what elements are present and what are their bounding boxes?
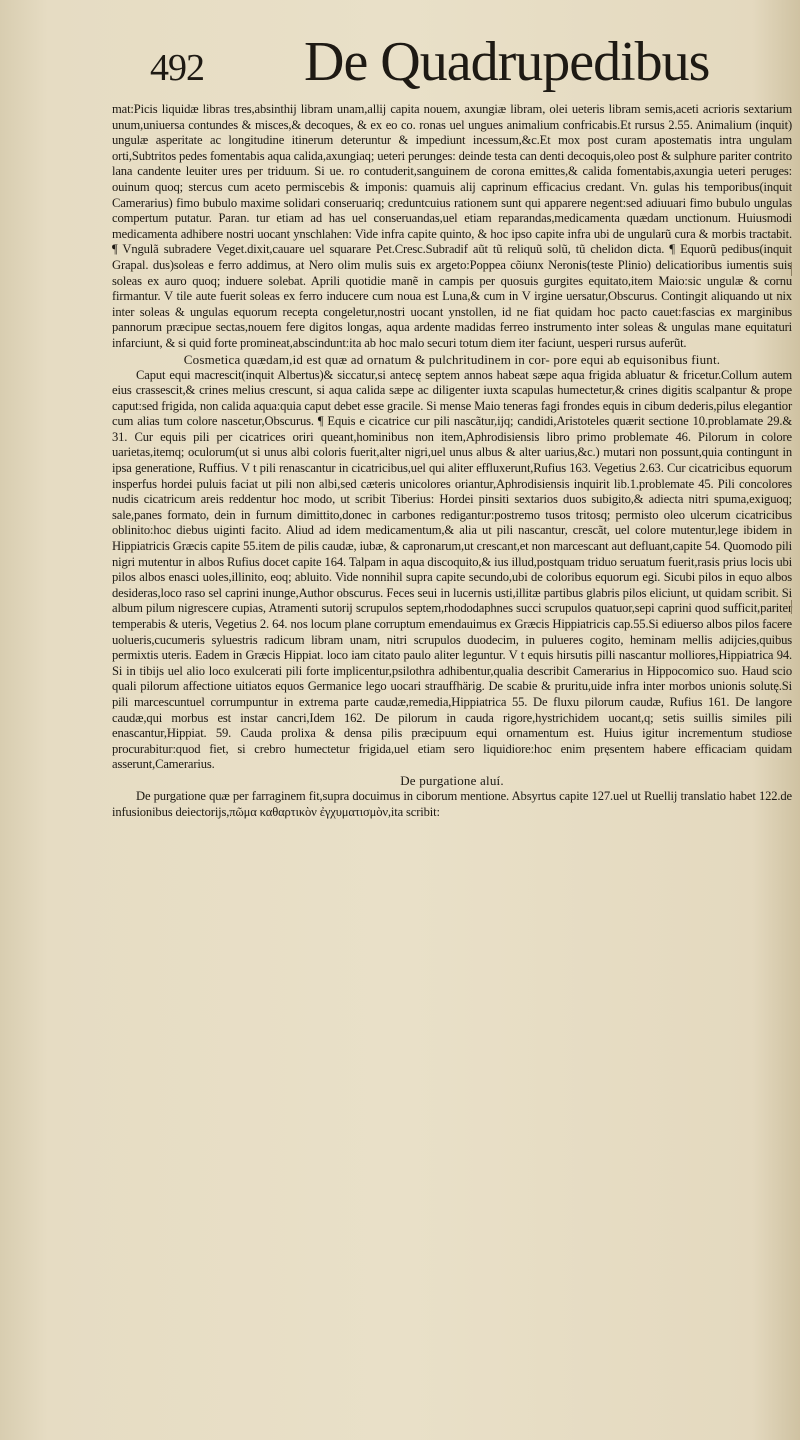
margin-mark bbox=[783, 262, 792, 276]
margin-mark bbox=[783, 600, 792, 614]
section-heading-cosmetica: Cosmetica quædam,id est quæ ad ornatum & pulchritudinem in cor- pore equi ab equisonibus fiunt. bbox=[183, 351, 721, 367]
page-header bbox=[150, 30, 710, 100]
section-heading-purgatione: De purgatione aluí. bbox=[400, 772, 504, 788]
page-number: 492 bbox=[150, 47, 204, 89]
paragraph-hair-and-mane: Caput equi macrescit(inquit Albertus)& siccatur,si antecę septem annos habeat sæpe aqua frigida abluatur & fricetur.Collum autem eius crassescit,& crines melius crescunt, si aqua calida sæpe ac diligenter iuxta scapulas humectetur,& crines digitis scalpantur & prope caput:sed frigida, non calida aqua:quia caput debet esse gracile. Si mense Maio teneras fagi frondes equis in cibum dederis,pilus elegantior cum alias tum colore nascetur,Obscurus. ¶ Equis e cicatrice cur pili nascãtur,ijq; candidi,Aristoteles quærit sectione 10.problamate 29.& 31. Cur equis pili per cicatrices oriri queant,hominibus non item,Aphrodisiensis libro primo problemate 46. Pilorum in colore uarietas,itemq; oculorum(ut si unus albi coloris fuerit,alter nigri,uel unus albus & alter uarius,&c.) mutari non possunt,quia contingunt in ipsa generatione, Ruffius. V t pili renascantur in cicatricibus,uel qui aliter effluxerunt,Rufius 163. Vegetius 2.63. Cur cicatricibus equorum insperfus hordei puluis faciat ut pili non albi,sed cæteris unicolores oriantur,Aphrodisiensis inquirit lib.1.problemate 45. Pili concolores nudis cicatricum areis reddentur hoc modo, ut scribit Tiberius: Hordei pinsiti sextarios duos subigito,& adiecta nitri spuma,exiguoq; sale,panes formato, dein in furnum dimittito,donec in carbones redigantur:postremo tusos tritosq; permisto oleo ulcerum cicatricibus oblinito:hoc diebus uiginti facito. Aliud ad idem medicamentum,& alia ut pili nascantur, crescãt, uel colore mutentur,lege ibidem in Hippiatricis Græcis capite 55.item de pilis caudæ, iubæ, & capronarum,ut crescant,et non marcescant aut defluant,capite 54. Quomodo pili nigri mutentur in albos Rufius docet capite 164. Talpam in aqua discoquito,& ius illud,postquam triduo seruatum fuerit,rasis prius locis ubi pilos albos enasci uoles,illinito, eoq; abluito. Vide nonnihil supra capite secundo,ubi de coloribus equorum egi. Sicubi pilos in equo albos desideras,loco raso sel caprini inunge,Author obscurus. Feces seui in lucernis usti,illitæ partibus glabris pilos eliciunt, ut quidam scribit. Si album pilum nigrescere cupias, Atramenti sutorij scrupulos septem,rhododaphnes succi scrupulos quatuor,sepi caprini quod sufficit,pariter temperabis & uteris, Vegetius 2. 64. nos locum plane corruptum emendauimus ex Græcis Hippiatricis cap.55.Si ediuerso albos pilos facere uolueris,cucumeris syluestris radicum libram unam, nitri scrupulos duodecim, in pulueres cogito, heminam mellis adijcies,quibus permixtis uteris. Eadem in Græcis Hippiat. loco iam citato paulo aliter leguntur. V t equis hirsutis pilli nascantur molliores,Hippiatrica 94. Si in tibijs uel alio loco exulcerati pili forte implicentur,psilothra adhibentur,qualia describit Camerarius in Hippocomico suo. Haud scio quali pilorum affectione uitiatos equos Germanice lego uocari strauffhärig. De scabie & pruritu,uide infra inter morbos unionis solutę.Si pili marcescuntuel corrumpuntur in extrema parte caudæ,remedia,Hippiatrica 55. De fluxu pilorum caudæ, Rufius 161. De langore caudæ,qui morbus est instar cancri,Idem 162. De pilorum in cauda rigore,hystrichidem uocant,q; setis suillis similes pili enascantur,Hippiat. 59. Cauda prolixa & densa pilis præcipuum equi ornamentum est. Huius igitur incrementum studiose procurabitur:quod fiet, si crebro humectetur frigida,uel etiam sero liquidiore:hoc enim pręsentem habere efficaciam quidam asserunt,Camerarius. bbox=[112, 367, 792, 772]
paragraph-purgation: De purgatione quæ per farraginem fit,supra docuimus in ciborum mentione. Absyrtus capite 127.uel ut Ruellij translatio habet 122.de infusionibus deiectorijs,πῶμα καθαρτικὸν ἐγχυματισμὸν,ita scribit: bbox=[112, 788, 792, 819]
running-head-title: De Quadrupedibus bbox=[304, 31, 710, 93]
body-text bbox=[112, 102, 792, 820]
paragraph-hoof-care: mat:Picis liquidæ libras tres,absinthij libram unam,allij capita nouem, axungiæ libram, olei ueteris libram semis,aceti acrioris sextarium unum,uniuersa contundes & misces,& decoques, & ex eo co. ronas uel ungues animalium confricabis.Et rursus 2.55. Animalium (inquit) ungulæ asperitate ac longitudine itinerum deteruntur & impediunt incessum,&c.Et mox post curam apostematis intra ungulam orti,Subtritos pedes fomentabis aqua calida,axungiaq; ueteri perunges: deinde testa can denti decoquis,oleo post & sulphure pariter contrito lana candente leuiter ures per triduum. Si ue. ro contuderit,sanguinem de corona emittes,& calida fomentabis,axungia ueteri peruges: ouinum quoq; stercus cum aceto permiscebis & imponis: quamuis alij caprinum efficacius credant. Vn. gulas his temporibus(inquit Camerarius) fimo bubulo maxime solidari conseruariq; creduntcuius rationem sunt qui apparere negent:sed adiuuari fimo bubulo ungulas compertum putatur. Paran. tur etiam ad has uel conseruandas,uel etiam reparandas,medicamenta quædam unctionum. Huiusmodi medicamenta adhibere nostri uocant ynschlahen: Vide infra capite quinto, & hoc ipso capite infra ubi de ungularũ cura & morbis tractabit. ¶ Vngulã subradere Veget.dixit,cauare uel squarare Pet.Cresc.Subradif aũt tũ reliquũ solũ, tũ chelidon dicta. ¶ Equorũ pedibus(inquit Grapal. dus)soleas e ferro addimus, at Nero olim mulis suis ex argeto:Poppea cõiunx Neronis(teste Plinio) delicatioribus iumentis suis soleas ex auro quoq; induere solebat. Aprili quotidie manẽ in campis per quosuis gurgites equitato,item Maio:sic ungulæ & cornu firmantur. V tile aute fuerit soleas ex ferro inducere cum noua est Luna,& cum in V irgine uersatur,Obscurus. Contingit aliquando ut nix inter soleas & ungulas equorum recepta congeletur,nostri uocant ynstollen, id ne fiat quidam hoc pacto cauet:fascias ex marginibus pannorum præcipue sectas,nouem fere digitos longas, aqua ardente madidas ferreo instrumento inter soleas & ungulas mane equitaturi infarciunt, & si quid forte promineat,abscindunt:ita ab hoc malo securi totum diem iter faciunt, uesperi rursus auferũt. bbox=[112, 102, 792, 350]
